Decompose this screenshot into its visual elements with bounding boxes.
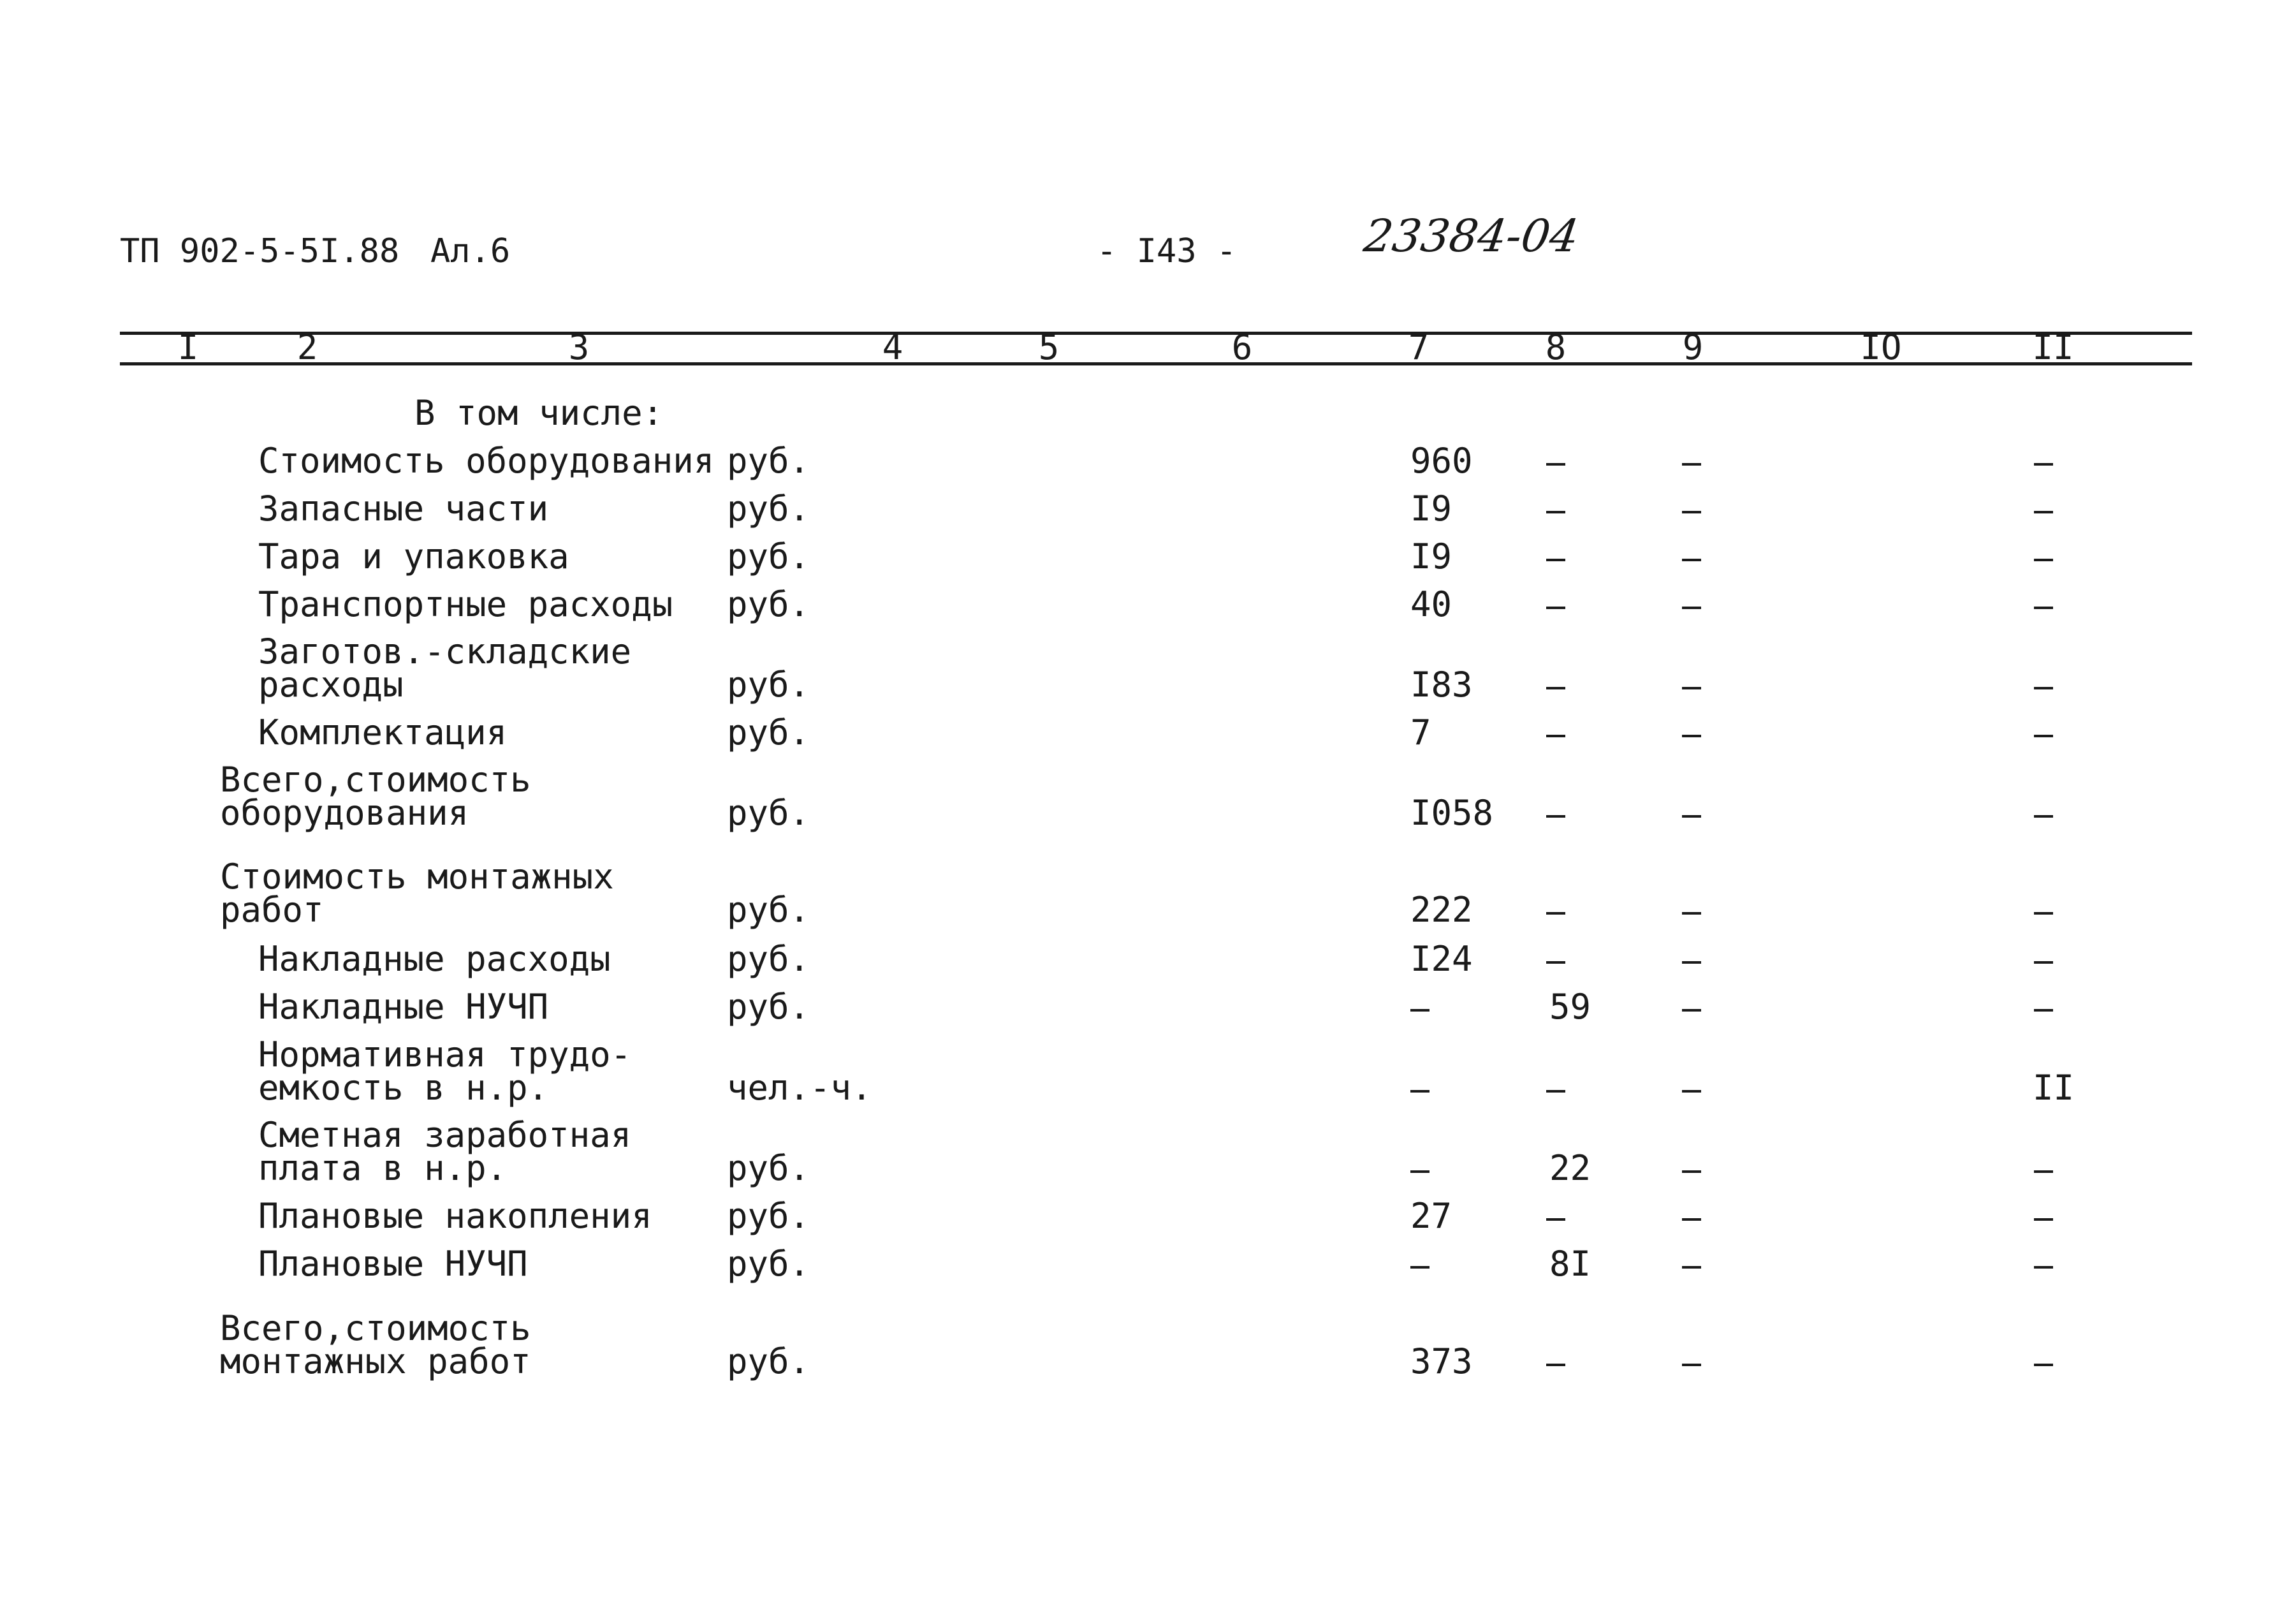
row-unit: руб.: [727, 939, 810, 979]
dash-col9: [1682, 1009, 1701, 1012]
row-name: [220, 1308, 531, 1381]
dash-col9: [1682, 463, 1701, 466]
row-unit: руб.: [727, 489, 810, 529]
dash-col11: [2034, 735, 2053, 737]
row-value-col7: 7: [1410, 712, 1431, 753]
row-name: Стоимость оборудования: [258, 441, 715, 481]
dash-col11: [2034, 815, 2053, 818]
dash-col8: [1546, 463, 1565, 466]
row-name: Плановые накопления: [258, 1196, 652, 1236]
dash-col8: [1546, 912, 1565, 915]
dash-col11: [2034, 607, 2053, 609]
row-name-line: оборудования: [220, 793, 469, 833]
row-value-col8: 59: [1549, 987, 1591, 1027]
dash-col11: [2034, 1218, 2053, 1221]
row-name: Транспортные расходы: [258, 584, 673, 624]
row-name-line: Всего,стоимость: [220, 760, 531, 800]
dash-col7: [1410, 1090, 1430, 1093]
column-number: 2: [296, 327, 318, 367]
column-number: 8: [1545, 327, 1567, 367]
column-number: 3: [568, 327, 590, 367]
row-value-col7: 40: [1410, 584, 1452, 624]
column-number: 4: [882, 327, 903, 367]
row-value-col11: II: [2033, 1068, 2075, 1108]
dash-col9: [1682, 1170, 1701, 1173]
dash-col11: [2034, 687, 2053, 689]
row-unit: руб.: [727, 987, 810, 1027]
row-value-col8: 22: [1549, 1148, 1591, 1188]
section-heading: В том числе:: [414, 393, 664, 433]
row-unit: руб.: [727, 1341, 810, 1381]
dash-col8: [1546, 735, 1565, 737]
dash-col9: [1682, 1090, 1701, 1093]
dash-col8: [1546, 1090, 1565, 1093]
row-unit: руб.: [727, 793, 810, 833]
column-number: II: [2032, 327, 2074, 367]
row-unit: чел.-ч.: [727, 1068, 872, 1108]
row-value-col7: I058: [1410, 793, 1494, 833]
document-code: ТП 902-5-5I.88: [120, 232, 400, 270]
row-name-line: Стоимость монтажных: [220, 857, 614, 897]
handwritten-number: 23384-04: [1361, 210, 1583, 262]
dash-col11: [2034, 463, 2053, 466]
row-name: [258, 1115, 632, 1188]
dash-col9: [1682, 735, 1701, 737]
row-name: Накладные расходы: [258, 939, 611, 979]
column-number: IO: [1860, 327, 1902, 367]
dash-col7: [1410, 1170, 1430, 1173]
row-name: Плановые НУЧП: [258, 1244, 528, 1284]
dash-col7: [1410, 1266, 1430, 1269]
dash-col9: [1682, 1218, 1701, 1221]
dash-col7: [1410, 1009, 1430, 1012]
column-number: 6: [1231, 327, 1253, 367]
dash-col11: [2034, 912, 2053, 915]
row-name: [220, 857, 614, 930]
dash-col9: [1682, 815, 1701, 818]
dash-col11: [2034, 511, 2053, 513]
dash-col8: [1546, 961, 1565, 964]
dash-col11: [2034, 1266, 2053, 1269]
row-value-col7: I9: [1410, 489, 1452, 529]
row-value-col7: I9: [1410, 536, 1452, 577]
column-number: I: [177, 327, 199, 367]
dash-col9: [1682, 607, 1701, 609]
dash-col11: [2034, 961, 2053, 964]
row-name-line: работ: [220, 890, 324, 930]
row-value-col7: 222: [1410, 890, 1473, 930]
dash-col9: [1682, 559, 1701, 561]
row-unit: руб.: [727, 890, 810, 930]
row-unit: руб.: [727, 536, 810, 577]
row-value-col7: 27: [1410, 1196, 1452, 1236]
dash-col8: [1546, 607, 1565, 609]
dash-col9: [1682, 511, 1701, 513]
row-unit: руб.: [727, 1148, 810, 1188]
dash-col9: [1682, 1266, 1701, 1269]
row-name-line: плата в н.р.: [258, 1148, 508, 1188]
dash-col8: [1546, 1364, 1565, 1366]
row-name: [220, 760, 531, 833]
dash-col8: [1546, 815, 1565, 818]
row-name-line: Нормативная трудо-: [258, 1035, 632, 1075]
page-number: - I43 -: [1097, 232, 1237, 270]
row-name: [258, 1035, 632, 1108]
album-label: Ал.6: [430, 232, 511, 270]
dash-col11: [2034, 559, 2053, 561]
dash-col9: [1682, 961, 1701, 964]
column-number: 9: [1682, 327, 1704, 367]
row-value-col8: 8I: [1549, 1244, 1591, 1284]
row-name-line: Заготов.-складские: [258, 631, 632, 672]
row-value-col7: I83: [1410, 665, 1473, 705]
row-name-line: емкость в н.р.: [258, 1068, 549, 1108]
row-name-line: Сметная заработная: [258, 1115, 632, 1155]
dash-col11: [2034, 1364, 2053, 1366]
row-value-col7: 373: [1410, 1341, 1473, 1381]
dash-col9: [1682, 687, 1701, 689]
row-value-col7: 960: [1410, 441, 1473, 481]
row-name-line: Всего,стоимость: [220, 1308, 531, 1348]
row-name-line: монтажных работ: [220, 1341, 531, 1381]
row-unit: руб.: [727, 1196, 810, 1236]
row-unit: руб.: [727, 441, 810, 481]
dash-col11: [2034, 1170, 2053, 1173]
row-name: Запасные части: [258, 489, 549, 529]
column-number: 5: [1038, 327, 1060, 367]
dash-col8: [1546, 687, 1565, 689]
column-number: 7: [1408, 327, 1430, 367]
row-name: Комплектация: [258, 712, 508, 753]
row-name: [258, 631, 632, 705]
dash-col8: [1546, 559, 1565, 561]
dash-col11: [2034, 1009, 2053, 1012]
row-name: Тара и упаковка: [258, 536, 569, 577]
dash-col8: [1546, 1218, 1565, 1221]
row-unit: руб.: [727, 584, 810, 624]
dash-col9: [1682, 912, 1701, 915]
row-name-line: расходы: [258, 665, 404, 705]
row-name: Накладные НУЧП: [258, 987, 549, 1027]
row-unit: руб.: [727, 1244, 810, 1284]
dash-col9: [1682, 1364, 1701, 1366]
row-unit: руб.: [727, 712, 810, 753]
row-unit: руб.: [727, 665, 810, 705]
dash-col8: [1546, 511, 1565, 513]
row-value-col7: I24: [1410, 939, 1473, 979]
